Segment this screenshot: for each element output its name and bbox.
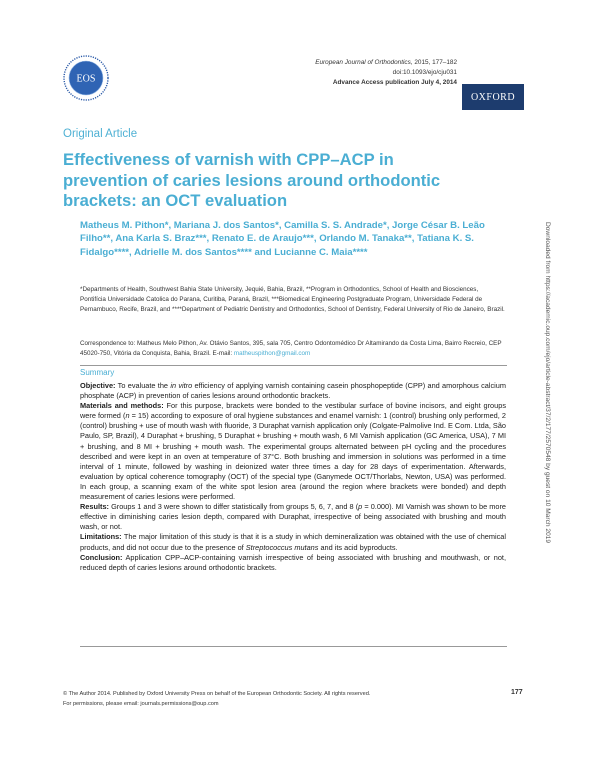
copyright-notice: © The Author 2014. Published by Oxford University Press on behalf of the European Orthodontic Society. All rights reserved. For permissions, please email: journals.permissions@oup.com	[63, 691, 371, 707]
author-list: Matheus M. Pithon*, Mariana J. dos Santos*, Camilla S. S. Andrade*, Jorge César B. Leão Filho**, Ana Karla S. Braz***, Renato E. de Araujo***, Orlando M. Tanaka**, Tatiana K. S. Fidalgo****, Adrielle M. dos Santos**** and Lucianne C. Maia****	[80, 220, 485, 258]
correspondence-email[interactable]: matheuspithon@gmail.com	[233, 350, 311, 357]
publisher-badge: OXFORD	[462, 84, 524, 110]
article-type: Original Article	[63, 128, 138, 140]
journal-name: European Journal of Orthodontics	[315, 59, 411, 66]
summary-body	[80, 381, 506, 573]
correspondence: Correspondence to: Matheus Melo Pithon, Av. Otávio Santos, 395, sala 705, Centro Odontomédico Dr Altamirando da Costa Lima, Bairro Recreio, CEP 45020-750, Vitória da Conquista, Bahia, Brazil. E-mail: matheuspithon@gmail.com	[80, 340, 502, 357]
summary-results: Results: Groups 1 and 3 were shown to differ statistically from groups 5, 6, 7, and 8 (p = 0.000). MI Varnish was shown to be more effective in diminishing caries lesion depth, compared with Duraphat, irrespective of being associated with brushing and mouth wash, or not.	[80, 502, 506, 532]
page-number: 177	[511, 689, 523, 696]
journal-citation: European Journal of Orthodontics, 2015, 177–182	[315, 59, 457, 66]
article-title: Effectiveness of varnish with CPP–ACP in prevention of caries lesions around orthodontic brackets: an OCT evaluation	[63, 150, 441, 210]
permissions-notice: For permissions, please email: journals.permissions@oup.com	[63, 701, 219, 707]
summary-methods: Materials and methods: For this purpose, brackets were bonded to the vestibular surface of bovine incisors, and eight groups were formed (n = 15) according to exposure of oral hygiene substances and enamel varnish: 1 (control) brushing only performed, 2 (control) brushing + use of mouth wash with fluoride, 3 Duraphat varnish application only (Colgate-Palmolive Ind. E Com. Ltda, São Paulo, SP, Brazil), 4 Duraphat + brushing, 5 Duraphat + brushing + mouth wash, 6 MI Varnish application (GC America, USA), 7 MI + brushing, and 8 MI + brushing + mouth wash. The experimental groups alternated between pH cycling and the procedures described and were kept in an oven at temperature of 37°C. Both brushing and immersion in solutions was performed in a time interval of 1 minute, followed by washing in deionized water three times a day for 28 days of experimentation. Afterwards, evaluation by optical coherence tomography (OCT) of the special type (Ganymede OCT/Thorlabs, Newton, USA) was performed. In each group, a scanning exam of the white spot lesion area (around the region where brackets were bonded) and depth measurement of caries lesions were performed.	[80, 401, 506, 502]
doi: doi:10.1093/ejo/cju031	[392, 69, 457, 76]
summary-heading: Summary	[80, 368, 115, 377]
advance-access: Advance Access publication July 4, 2014	[332, 79, 457, 86]
logo-text: EOS	[76, 73, 96, 85]
summary-limitations: Limitations: The major limitation of this study is that it is a study in which demineralization was obtained with the use of chemical products, and did not occur due to the presence of Streptococcus mutans and its acid byproducts.	[80, 532, 506, 552]
divider-top	[80, 365, 507, 366]
affiliations: *Departments of Health, Southwest Bahia State University, Jequié, Bahia, Brazil, **Program in Orthodontics, School of Health and Biosciences, Pontifícia Universidade Catolica do Parana, Curitiba, Paraná, Brazil, ***Biomedical Engineering Postgraduate Program, Universidade Federal de Pernambuco, Recife, Brazil, and ****Department of Pediatric Dentistry and Orthodontics, School of Dentistry, Federal University of Rio de Janeiro, Brazil.	[80, 286, 505, 313]
divider-bottom	[80, 646, 507, 647]
journal-header	[197, 58, 457, 88]
society-logo	[63, 55, 109, 101]
download-watermark: Downloaded from https://academic.oup.com/ejo/article-abstract/37/2/177/2570548 by guest on 10 March 2019	[544, 222, 551, 544]
summary-conclusion: Conclusion: Application CPP–ACP-containing varnish irrespective of being associated with brushing and mouthwash, or not, reduced depth of caries lesions around orthodontic brackets.	[80, 552, 506, 572]
summary-objective: Objective: To evaluate the in vitro efficiency of applying varnish containing casein phosphopeptide (CPP) and amorphous calcium phosphate (ACP) in prevention of caries lesions around orthodontic brackets.	[80, 381, 506, 401]
